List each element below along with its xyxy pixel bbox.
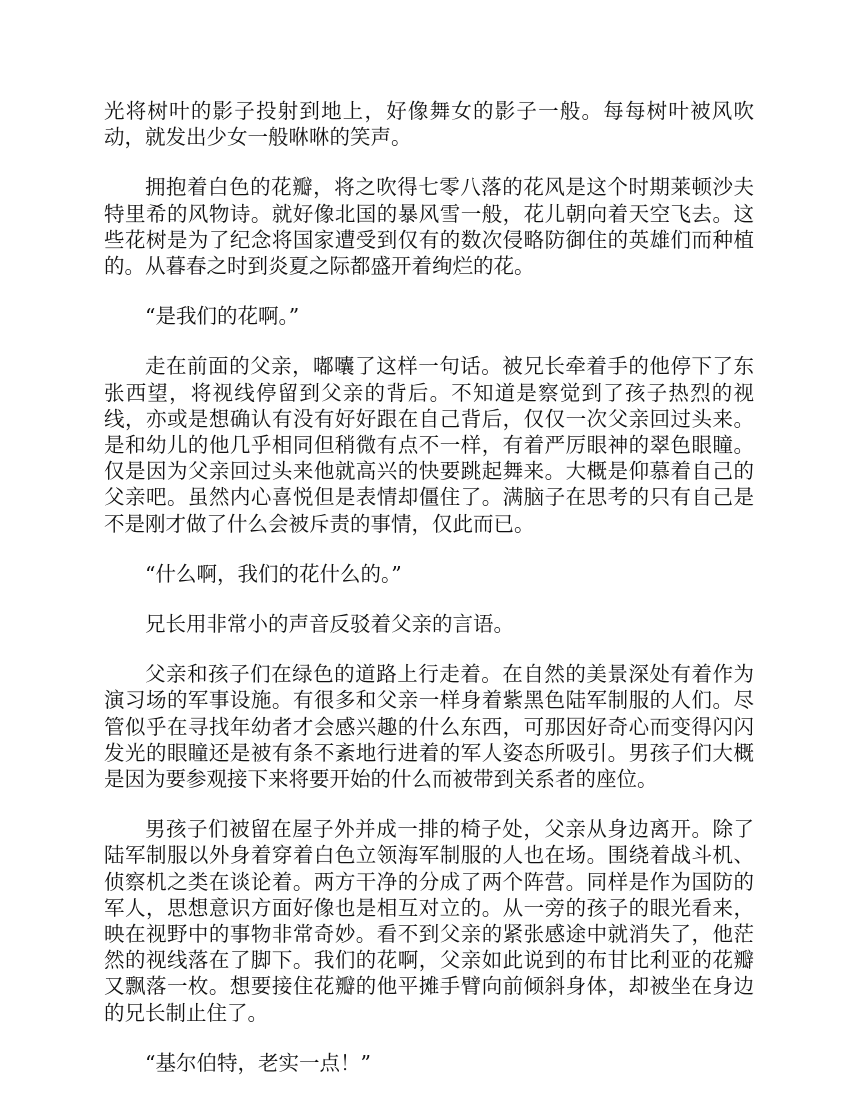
- paragraph: 男孩子们被留在屋子外并成一排的椅子处，父亲从身边离开。除了陆军制服以外身着穿着白色立领海军制服的人也在场。围绕着战斗机、侦察机之类在谈论着。两方干净的分成了两个阵营。同样是作为国防的军人，思想意识方面好像也是相互对立的。从一旁的孩子的眼光看来，映在视野中的事物非常奇妙。看不到父亲的紧张感途中就消失了，他茫然的视线落在了脚下。我们的花啊，父亲如此说到的布甘比利亚的花瓣又飘落一枚。想要接住花瓣的他平摊手臂向前倾斜身体，却被坐在身边的兄长制止住了。: [104, 817, 754, 1025]
- paragraph: 兄长用非常小的声音反驳着父亲的言语。: [145, 612, 514, 637]
- document-page: [104, 98, 754, 1100]
- paragraph: 走在前面的父亲，嘟囔了这样一句话。被兄长牵着手的他停下了东张西望，将视线停留到父亲的背后。不知道是察觉到了孩子热烈的视线，亦或是想确认有没有好好跟在自己背后，仅仅一次父亲回过头来。是和幼儿的他几乎相同但稍微有点不一样，有着严厉眼神的翠色眼瞳。仅是因为父亲回过头来他就高兴的快要跳起舞来。大概是仰慕着自己的父亲吧。虽然内心喜悦但是表情却僵住了。满脑子在思考的只有自己是不是刚才做了什么会被斥责的事情，仅此而已。: [104, 354, 754, 536]
- dialogue-line: “什么啊，我们的花什么的。”: [145, 561, 402, 586]
- dialogue-line: “是我们的花啊。”: [145, 304, 300, 329]
- paragraph: 父亲和孩子们在绿色的道路上行走着。在自然的美景深处有着作为演习场的军事设施。有很多和父亲一样身着紫黑色陆军制服的人们。尽管似乎在寻找年幼者才会感兴趣的什么东西，可那因好奇心而变得闪闪发光的眼瞳还是被有条不紊地行进着的军人姿态所吸引。男孩子们大概是因为要参观接下来将要开始的什么而被带到关系者的座位。: [104, 662, 754, 792]
- paragraph: 光将树叶的影子投射到地上，好像舞女的影子一般。每每树叶被风吹动，就发出少女一般咻咻的笑声。: [104, 99, 754, 150]
- dialogue-line: “基尔伯特，老实一点！”: [145, 1050, 371, 1075]
- paragraph: 拥抱着白色的花瓣，将之吹得七零八落的花风是这个时期莱顿沙夫特里希的风物诗。就好像北国的暴风雪一般，花儿朝向着天空飞去。这些花树是为了纪念将国家遭受到仅有的数次侵略防御住的英雄们而种植的。从暮春之时到炎夏之际都盛开着绚烂的花。: [104, 175, 754, 279]
